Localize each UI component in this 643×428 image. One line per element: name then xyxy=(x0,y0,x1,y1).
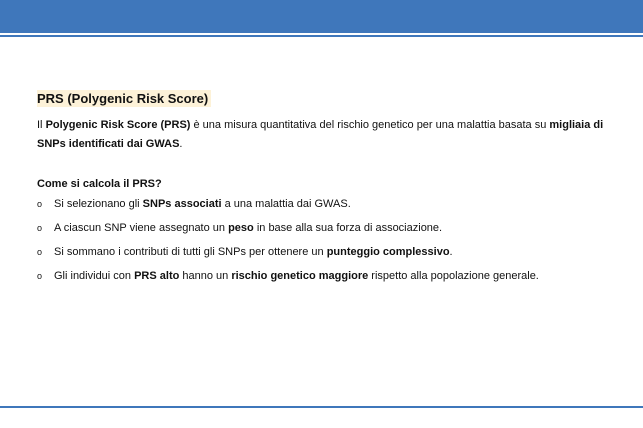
bullet-bold-part: rischio genetico maggiore xyxy=(231,270,369,282)
bullet-text-part: Si selezionano gli xyxy=(54,198,143,210)
bullet-bold-part: SNPs associati xyxy=(142,198,222,210)
bullet-circle-icon: o xyxy=(37,271,43,281)
bullet-text-part: . xyxy=(449,246,453,258)
bullet-bold-part: punteggio complessivo xyxy=(326,246,450,258)
intro-bold-2: migliaia di SNPs identificati dai GWAS xyxy=(37,119,604,150)
bullet-text xyxy=(54,268,539,284)
slide-title: PRS (Polygenic Risk Score) xyxy=(37,90,211,107)
section-heading: Come si calcola il PRS? xyxy=(37,178,162,190)
bullet-item xyxy=(37,268,617,284)
bullet-text-part: A ciascun SNP viene assegnato un xyxy=(54,222,229,234)
header-divider xyxy=(0,35,643,37)
bullet-text xyxy=(54,220,442,236)
bullet-circle-icon: o xyxy=(37,247,43,257)
header-bar xyxy=(0,0,643,33)
bullet-item xyxy=(37,220,617,236)
bullet-text-part: rispetto alla popolazione generale. xyxy=(368,270,539,282)
bullet-item xyxy=(37,244,617,260)
bullet-circle-icon: o xyxy=(37,199,43,209)
bullet-bold-part: peso xyxy=(228,222,254,234)
bullet-text-part: Gli individui con xyxy=(54,270,135,282)
bullet-text xyxy=(54,244,453,260)
bullet-text-part: Si sommano i contributi di tutti gli SNPs per ottenere un xyxy=(54,246,327,258)
footer-divider xyxy=(0,406,643,408)
intro-text-3: . xyxy=(179,138,183,150)
slide-content xyxy=(37,90,617,292)
intro-bold-1: Polygenic Risk Score (PRS) xyxy=(45,119,191,131)
bullet-text-part: hanno un xyxy=(179,270,232,282)
bullet-circle-icon: o xyxy=(37,223,43,233)
intro-text-1: Il xyxy=(37,119,46,131)
intro-paragraph xyxy=(37,116,617,154)
bullet-item xyxy=(37,196,617,212)
footer-area xyxy=(0,409,643,428)
bullet-text xyxy=(54,196,351,212)
bullet-text-part: a una malattia dai GWAS. xyxy=(221,198,351,210)
bullet-list xyxy=(37,196,617,284)
bullet-bold-part: PRS alto xyxy=(134,270,180,282)
bullet-text-part: in base alla sua forza di associazione. xyxy=(253,222,443,234)
intro-text-2: è una misura quantitativa del rischio genetico per una malattia basata su xyxy=(190,119,550,131)
